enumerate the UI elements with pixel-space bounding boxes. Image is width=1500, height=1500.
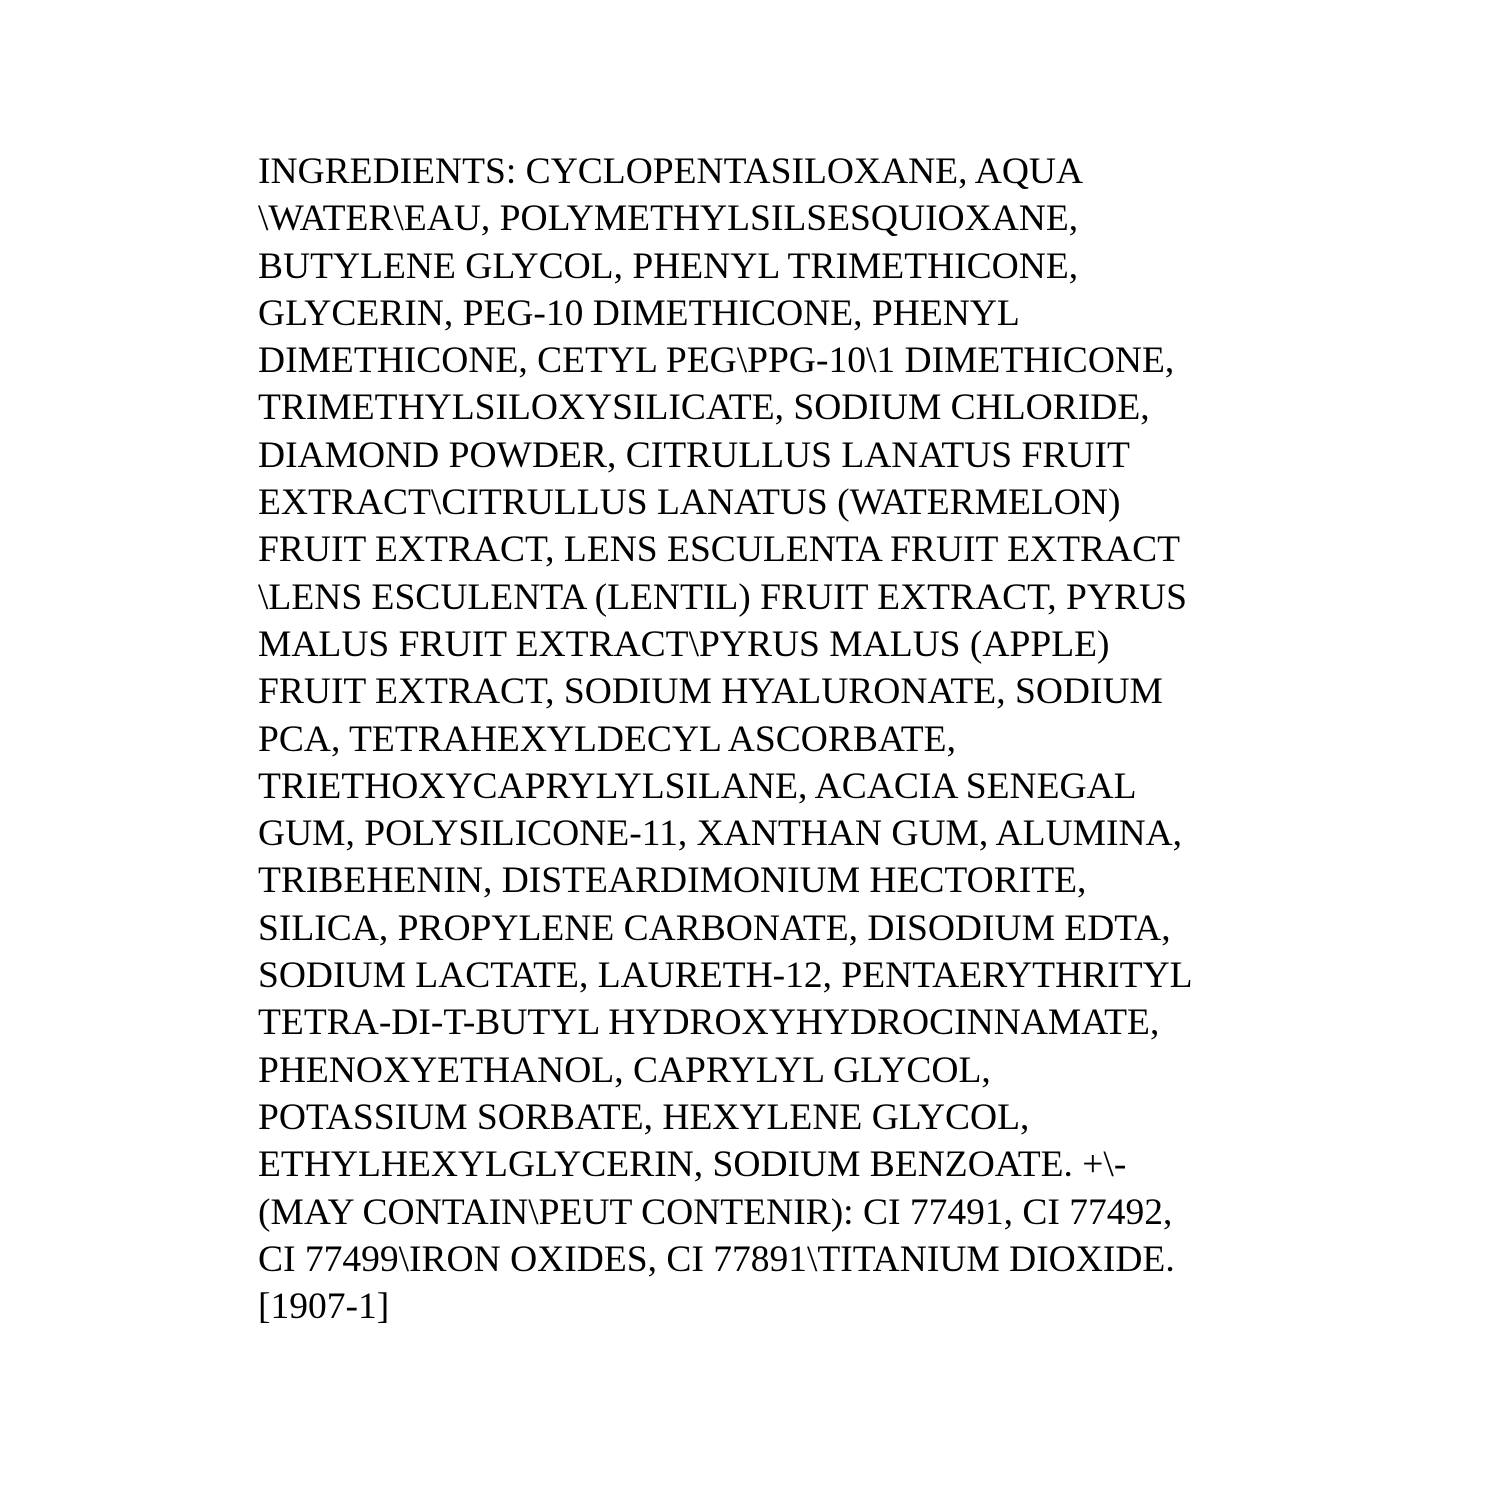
ingredients-line: SILICA, PROPYLENE CARBONATE, DISODIUM EDTA, [258,907,1171,949]
ingredients-line: TRIETHOXYCAPRYLYLSILANE, ACACIA SENEGAL [258,765,1137,807]
ingredients-line: SODIUM LACTATE, LAURETH-12, PENTAERYTHRITYL [258,955,1193,997]
ingredients-line: FRUIT EXTRACT, LENS ESCULENTA FRUIT EXTRACT [258,529,1181,571]
ingredients-line: TETRA-DI-T-BUTYL HYDROXYHYDROCINNAMATE, [258,1002,1160,1044]
ingredients-line: ETHYLHEXYLGLYCERIN, SODIUM BENZOATE. +\- [258,1144,1127,1186]
ingredients-line: [1907-1] [258,1286,390,1328]
ingredients-text [258,148,1408,1330]
ingredients-line: GUM, POLYSILICONE-11, XANTHAN GUM, ALUMINA, [258,813,1182,855]
ingredients-line: PCA, TETRAHEXYLDECYL ASCORBATE, [258,718,956,760]
ingredients-line: GLYCERIN, PEG-10 DIMETHICONE, PHENYL [258,292,1020,334]
ingredients-line: \LENS ESCULENTA (LENTIL) FRUIT EXTRACT, PYRUS [258,576,1187,618]
ingredients-line: POTASSIUM SORBATE, HEXYLENE GLYCOL, [258,1096,1030,1138]
ingredients-line: \WATER\EAU, POLYMETHYLSILSESQUIOXANE, [258,198,1079,240]
ingredients-line: CI 77499\IRON OXIDES, CI 77891\TITANIUM DIOXIDE. [258,1238,1175,1280]
ingredients-line: INGREDIENTS: CYCLOPENTASILOXANE, AQUA [258,151,1084,192]
ingredients-line: FRUIT EXTRACT, SODIUM HYALURONATE, SODIUM [258,671,1163,713]
ingredients-line: DIMETHICONE, CETYL PEG\PPG-10\1 DIMETHICONE, [258,340,1175,382]
ingredients-line: BUTYLENE GLYCOL, PHENYL TRIMETHICONE, [258,245,1079,287]
ingredients-line: TRIMETHYLSILOXYSILICATE, SODIUM CHLORIDE, [258,387,1150,429]
ingredients-line: PHENOXYETHANOL, CAPRYLYL GLYCOL, [258,1049,991,1091]
ingredients-line: (MAY CONTAIN\PEUT CONTENIR): CI 77491, CI 77492, [258,1191,1173,1233]
ingredients-line: TRIBEHENIN, DISTEARDIMONIUM HECTORITE, [258,860,1087,902]
ingredients-line: MALUS FRUIT EXTRACT\PYRUS MALUS (APPLE) [258,623,1110,665]
ingredients-line: EXTRACT\CITRULLUS LANATUS (WATERMELON) [258,482,1121,524]
ingredients-line: DIAMOND POWDER, CITRULLUS LANATUS FRUIT [258,434,1130,476]
